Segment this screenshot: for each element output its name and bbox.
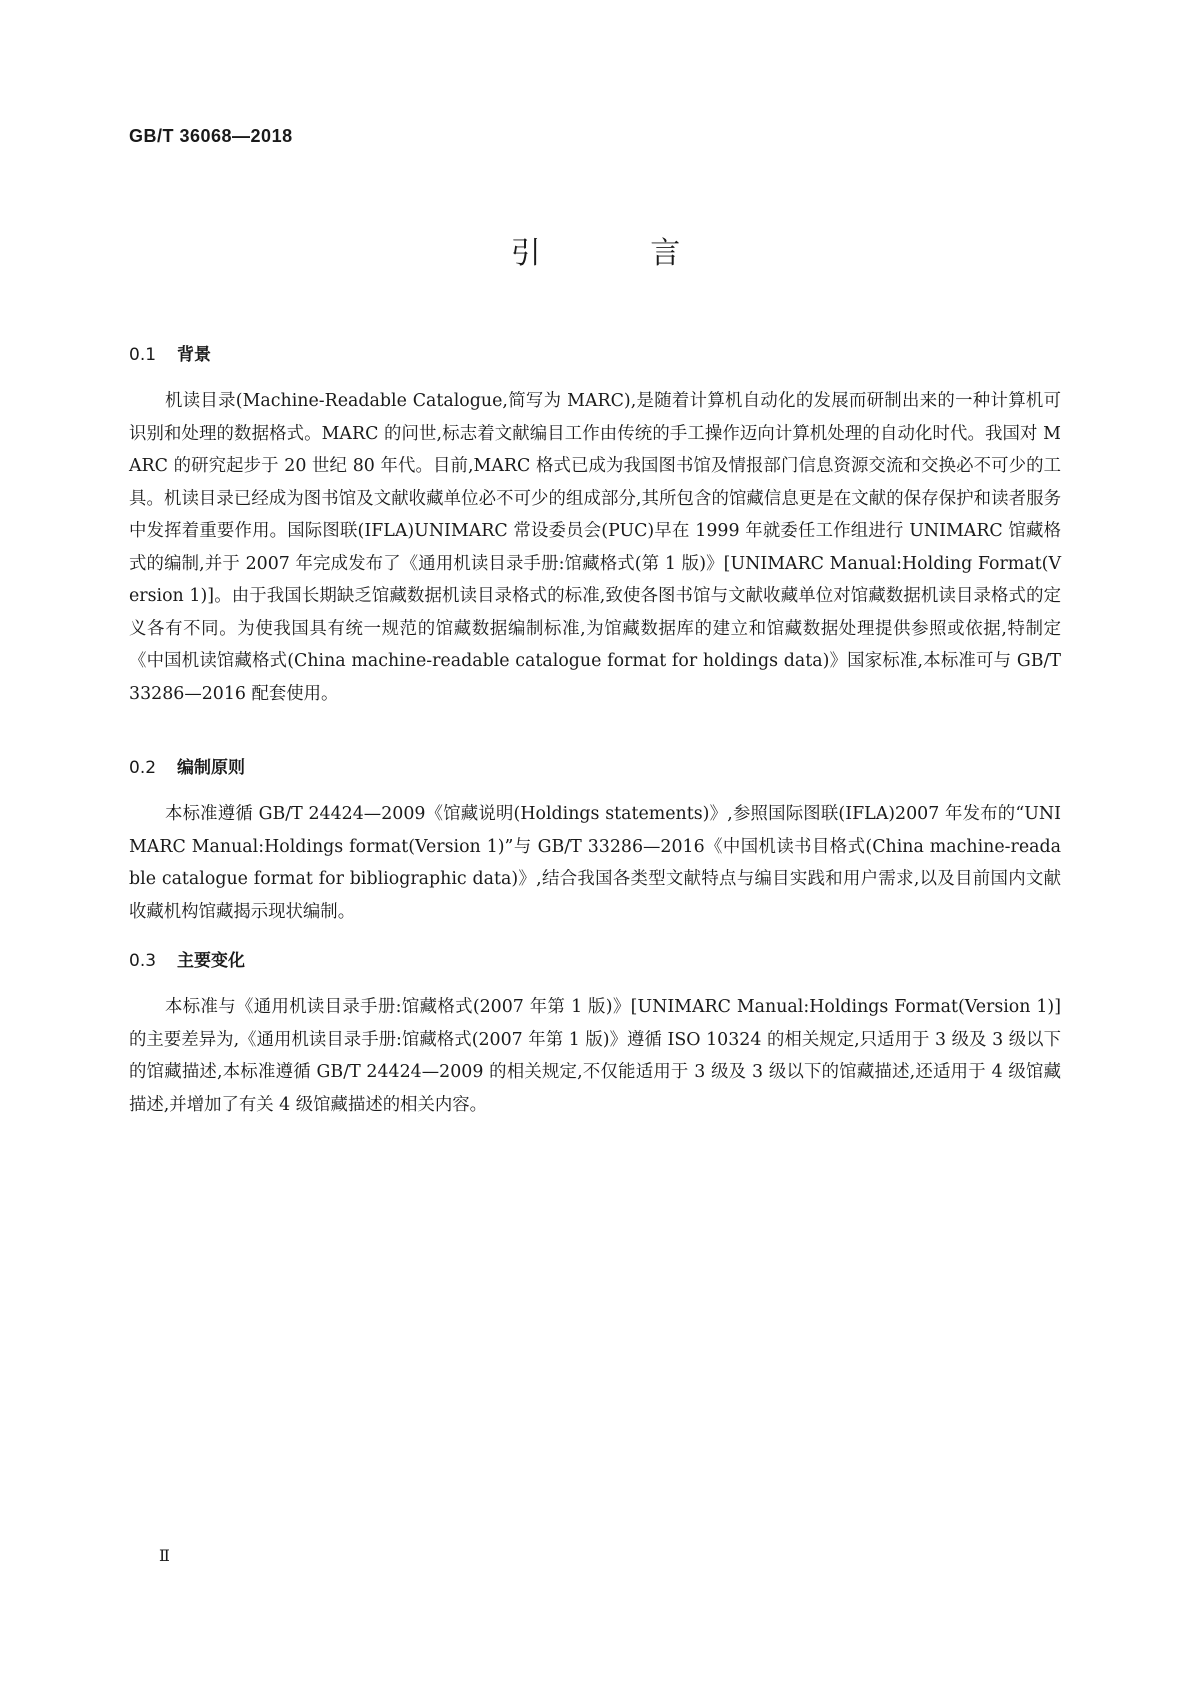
section-heading: [129, 755, 1061, 781]
page-number: Ⅱ: [159, 1546, 170, 1565]
section-number: 0.2: [129, 758, 157, 778]
section-number: 0.1: [129, 345, 157, 365]
section-paragraph: 本标准遵循 GB/T 24424—2009《馆藏说明(Holdings statements)》,参照国际图联(IFLA)2007 年发布的“UNIMARC Manual:Holdings format(Version 1)”与 GB/T 33286—2016《中国机读书目格式(China machine-readable catalogue format for bibliographic data)》,结合我国各类型文献特点与编目实践和用户需求,以及目前国内文献收藏机构馆藏揭示现状编制。: [129, 804, 1061, 922]
section-changes: [129, 948, 1061, 1121]
standard-code: GB/T 36068—2018: [129, 126, 293, 146]
section-paragraph: 本标准与《通用机读目录手册:馆藏格式(2007 年第 1 版)》[UNIMARC Manual:Holdings Format(Version 1)]的主要差异为,《通用机读目录手册:馆藏格式(2007 年第 1 版)》遵循 ISO 10324 的相关规定,只适用于 3 级及 3 级以下的馆藏描述,本标准遵循 GB/T 24424—2009 的相关规定,不仅能适用于 3 级及 3 级以下的馆藏描述,还适用于 4 级馆藏描述,并增加了有关 4 级馆藏描述的相关内容。: [129, 997, 1061, 1115]
section-heading: [129, 948, 1061, 974]
page-title: 引 言: [510, 236, 731, 271]
section-title: 主要变化: [177, 951, 245, 971]
section-heading: [129, 342, 1061, 368]
section-title: 编制原则: [177, 758, 245, 778]
section-number: 0.3: [129, 951, 157, 971]
section-title: 背景: [177, 345, 211, 365]
section-paragraph: 机读目录(Machine-Readable Catalogue,简写为 MARC),是随着计算机自动化的发展而研制出来的一种计算机可识别和处理的数据格式。MARC 的问世,标志着文献编目工作由传统的手工操作迈向计算机处理的自动化时代。我国对 MARC 的研究起步于 20 世纪 80 年代。目前,MARC 格式已成为我国图书馆及情报部门信息资源交流和交换必不可少的工具。机读目录已经成为图书馆及文献收藏单位必不可少的组成部分,其所包含的馆藏信息更是在文献的保存保护和读者服务中发挥着重要作用。国际图联(IFLA)UNIMARC 常设委员会(PUC)早在 1999 年就委任工作组进行 UNIMARC 馆藏格式的编制,并于 2007 年完成发布了《通用机读目录手册:馆藏格式(第 1 版)》[UNIMARC Manual:Holding Format(Version 1)]。由于我国长期缺乏馆藏数据机读目录格式的标准,致使各图书馆与文献收藏单位对馆藏数据机读目录格式的定义各有不同。为使我国具有统一规范的馆藏数据编制标准,为馆藏数据库的建立和馆藏数据处理提供参照或依据,特制定《中国机读馆藏格式(China machine-readable catalogue format for holdings data)》国家标准,本标准可与 GB/T 33286—2016 配套使用。: [129, 391, 1061, 704]
section-background: [129, 342, 1061, 710]
section-principles: [129, 755, 1061, 928]
